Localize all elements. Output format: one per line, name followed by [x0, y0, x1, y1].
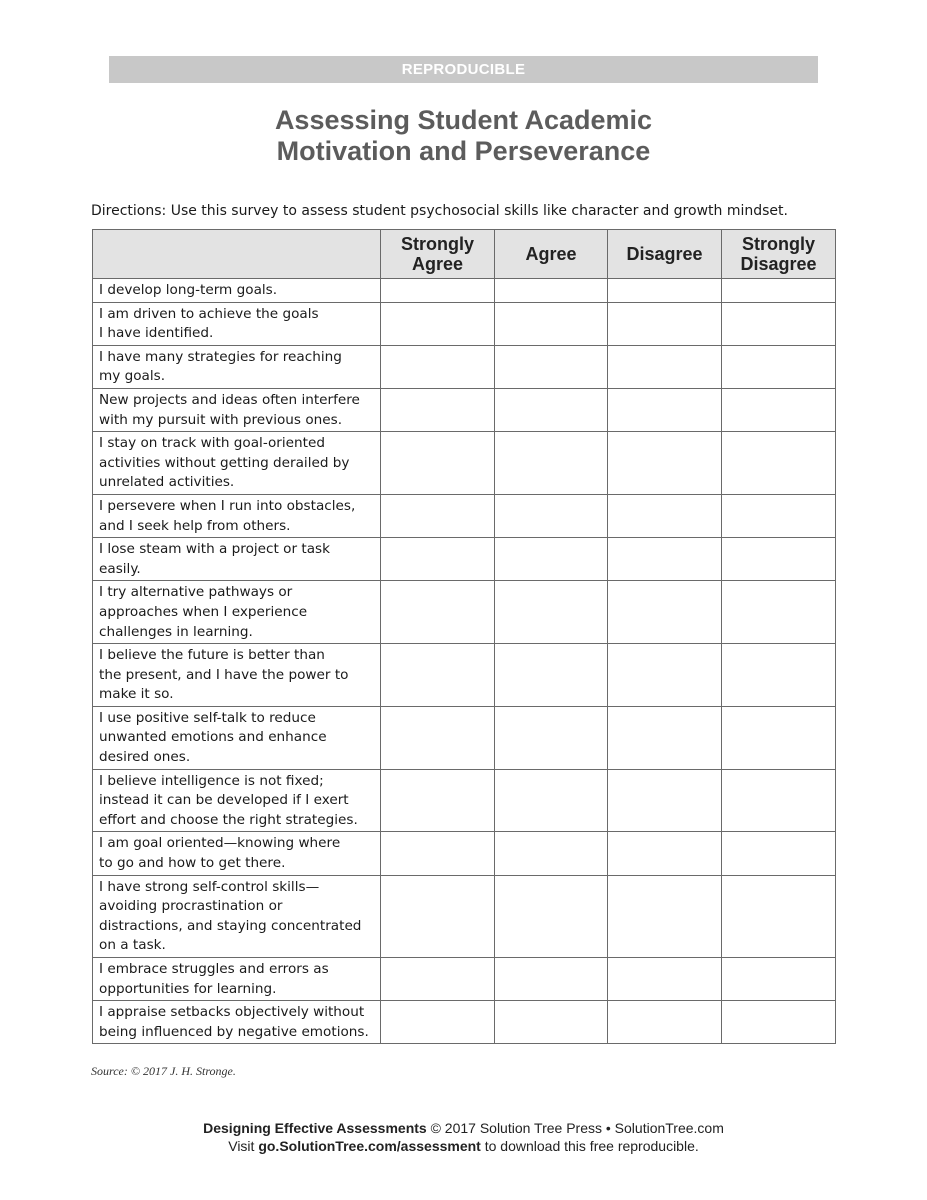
survey-row [93, 388, 836, 431]
survey-row [93, 279, 836, 303]
response-cell-strongly-disagree[interactable] [722, 345, 836, 388]
survey-table [92, 229, 836, 1044]
book-title: Designing Effective Assessments [203, 1120, 427, 1136]
statement-cell [93, 279, 381, 303]
footer [0, 1119, 927, 1155]
statement-cell [93, 875, 381, 957]
statement-line: activities without getting derailed by [99, 454, 350, 471]
statement-line: I appraise setbacks objectively without [99, 1004, 365, 1021]
statement-line: and I seek help from others. [99, 517, 291, 534]
visit-text: Visit [228, 1138, 259, 1154]
survey-row [93, 1001, 836, 1044]
response-cell-agree[interactable] [495, 875, 608, 957]
response-cell-strongly-agree[interactable] [381, 494, 495, 537]
statement-line: I stay on track with goal-oriented [99, 435, 325, 452]
response-cell-agree[interactable] [495, 388, 608, 431]
statement-cell [93, 388, 381, 431]
response-cell-agree[interactable] [495, 279, 608, 303]
response-cell-strongly-disagree[interactable] [722, 538, 836, 581]
column-header-line: Strongly [400, 234, 474, 254]
statement-cell [93, 644, 381, 707]
response-cell-agree[interactable] [495, 494, 608, 537]
statement-line: I have strong self-control skills— [99, 878, 320, 895]
response-cell-disagree[interactable] [608, 581, 722, 644]
statement-line: I try alternative pathways or [99, 584, 293, 601]
header-row [93, 230, 836, 279]
column-header-agree [495, 230, 608, 279]
column-header-strongly-disagree [722, 230, 836, 279]
statement-line: make it so. [99, 686, 174, 703]
response-cell-agree[interactable] [495, 538, 608, 581]
response-cell-strongly-disagree[interactable] [722, 581, 836, 644]
statement-line: New projects and ideas often interfere [99, 391, 360, 408]
statement-cell [93, 706, 381, 769]
statement-cell [93, 494, 381, 537]
response-cell-disagree[interactable] [608, 706, 722, 769]
statement-line: the present, and I have the power to [99, 666, 349, 683]
statement-line: my goals. [99, 368, 166, 385]
title-line-2: Motivation and Perseverance [276, 136, 651, 166]
response-cell-disagree[interactable] [608, 388, 722, 431]
response-cell-agree[interactable] [495, 302, 608, 345]
survey-row [93, 494, 836, 537]
response-cell-agree[interactable] [495, 581, 608, 644]
statement-cell [93, 832, 381, 875]
statement-cell [93, 958, 381, 1001]
survey-row [93, 538, 836, 581]
response-cell-strongly-disagree[interactable] [722, 706, 836, 769]
survey-body [93, 279, 836, 1044]
statement-cell [93, 769, 381, 832]
statement-line: I have identified. [99, 325, 214, 342]
statement-line: to go and how to get there. [99, 855, 286, 872]
statement-line: unrelated activities. [99, 474, 235, 491]
response-cell-agree[interactable] [495, 769, 608, 832]
reproducible-banner: REPRODUCIBLE [109, 56, 818, 83]
statement-line: I lose steam with a project or task easily. [99, 541, 331, 577]
response-cell-disagree[interactable] [608, 345, 722, 388]
response-cell-disagree[interactable] [608, 302, 722, 345]
response-cell-strongly-disagree[interactable] [722, 279, 836, 303]
survey-row [93, 302, 836, 345]
response-cell-strongly-disagree[interactable] [722, 494, 836, 537]
statement-cell [93, 432, 381, 495]
response-cell-disagree[interactable] [608, 769, 722, 832]
response-cell-strongly-agree[interactable] [381, 958, 495, 1001]
survey-row [93, 875, 836, 957]
statement-cell [93, 302, 381, 345]
response-cell-agree[interactable] [495, 1001, 608, 1044]
directions-text: Directions: Use this survey to assess student psychosocial skills like character and growth mindset. [91, 203, 788, 219]
survey-row [93, 832, 836, 875]
response-cell-disagree[interactable] [608, 432, 722, 495]
response-cell-strongly-agree[interactable] [381, 388, 495, 431]
statement-line: instead it can be developed if I exert [99, 792, 349, 809]
statement-line: on a task. [99, 937, 166, 954]
statement-line: I have many strategies for reaching [99, 348, 342, 365]
statement-line: being influenced by negative emotions. [99, 1023, 369, 1040]
survey-row [93, 644, 836, 707]
statement-line: I embrace struggles and errors as [99, 961, 329, 977]
statement-line: I am driven to achieve the goals [99, 305, 319, 322]
footer-line-2 [0, 1137, 927, 1155]
response-cell-disagree[interactable] [608, 958, 722, 1001]
statement-cell [93, 538, 381, 581]
statement-line: I believe intelligence is not fixed; [99, 772, 324, 789]
statement-line: opportunities for learning. [99, 980, 277, 997]
response-cell-strongly-agree[interactable] [381, 279, 495, 303]
column-header-disagree [608, 230, 722, 279]
column-header-line: Strongly [741, 234, 815, 254]
response-cell-disagree[interactable] [608, 1001, 722, 1044]
statement-line: I am goal oriented—knowing where [99, 835, 341, 852]
download-text: to download this free reproducible. [480, 1138, 699, 1154]
statement-line: avoiding procrastination or [99, 898, 283, 915]
statement-line: approaches when I experience [99, 603, 308, 620]
response-cell-strongly-agree[interactable] [381, 706, 495, 769]
response-cell-disagree[interactable] [608, 644, 722, 707]
copyright-text: © 2017 Solution Tree Press • SolutionTree.com [426, 1120, 724, 1136]
response-cell-strongly-agree[interactable] [381, 345, 495, 388]
response-cell-disagree[interactable] [608, 494, 722, 537]
response-cell-agree[interactable] [495, 706, 608, 769]
statement-line: effort and choose the right strategies. [99, 811, 358, 828]
response-cell-strongly-disagree[interactable] [722, 958, 836, 1001]
survey-row [93, 345, 836, 388]
survey-row [93, 706, 836, 769]
response-cell-strongly-disagree[interactable] [722, 388, 836, 431]
statement-column-header [93, 230, 381, 279]
statement-cell [93, 581, 381, 644]
response-cell-strongly-agree[interactable] [381, 538, 495, 581]
page-title [0, 105, 927, 167]
response-cell-strongly-agree[interactable] [381, 769, 495, 832]
response-cell-strongly-agree[interactable] [381, 432, 495, 495]
footer-line-1 [0, 1119, 927, 1137]
statement-line: challenges in learning. [99, 623, 253, 640]
response-cell-agree[interactable] [495, 958, 608, 1001]
statement-line: I use positive self-talk to reduce [99, 709, 316, 726]
statement-line: desired ones. [99, 749, 191, 766]
response-cell-strongly-agree[interactable] [381, 581, 495, 644]
response-cell-strongly-agree[interactable] [381, 302, 495, 345]
response-cell-agree[interactable] [495, 345, 608, 388]
statement-cell [93, 1001, 381, 1044]
statement-line: distractions, and staying concentrated [99, 917, 362, 934]
statement-line: I persevere when I run into obstacles, [99, 497, 356, 514]
response-cell-strongly-disagree[interactable] [722, 432, 836, 495]
statement-line: unwanted emotions and enhance [99, 729, 327, 746]
statement-line: I develop long-term goals. [99, 282, 278, 298]
survey-row [93, 769, 836, 832]
response-cell-agree[interactable] [495, 644, 608, 707]
column-header-line: Disagree [626, 244, 703, 264]
statement-line: I believe the future is better than [99, 647, 325, 664]
response-cell-disagree[interactable] [608, 279, 722, 303]
title-line-1: Assessing Student Academic [274, 105, 653, 135]
survey-row [93, 432, 836, 495]
column-header-strongly-agree [381, 230, 495, 279]
response-cell-strongly-disagree[interactable] [722, 1001, 836, 1044]
column-header-line: Agree [525, 244, 577, 264]
column-header-line: Agree [411, 254, 464, 274]
statement-cell [93, 345, 381, 388]
response-cell-disagree[interactable] [608, 832, 722, 875]
source-citation: Source: © 2017 J. H. Stronge. [91, 1064, 236, 1078]
response-cell-agree[interactable] [495, 832, 608, 875]
response-cell-strongly-agree[interactable] [381, 644, 495, 707]
response-cell-strongly-disagree[interactable] [722, 769, 836, 832]
download-link[interactable]: go.SolutionTree.com/assessment [258, 1138, 481, 1154]
survey-row [93, 581, 836, 644]
column-header-line: Disagree [740, 254, 817, 274]
response-cell-strongly-agree[interactable] [381, 832, 495, 875]
response-cell-strongly-disagree[interactable] [722, 644, 836, 707]
response-cell-disagree[interactable] [608, 538, 722, 581]
response-cell-strongly-disagree[interactable] [722, 875, 836, 957]
response-cell-strongly-agree[interactable] [381, 875, 495, 957]
response-cell-strongly-disagree[interactable] [722, 832, 836, 875]
response-cell-disagree[interactable] [608, 875, 722, 957]
response-cell-agree[interactable] [495, 432, 608, 495]
survey-row [93, 958, 836, 1001]
response-cell-strongly-disagree[interactable] [722, 302, 836, 345]
response-cell-strongly-agree[interactable] [381, 1001, 495, 1044]
statement-line: with my pursuit with previous ones. [99, 411, 343, 428]
